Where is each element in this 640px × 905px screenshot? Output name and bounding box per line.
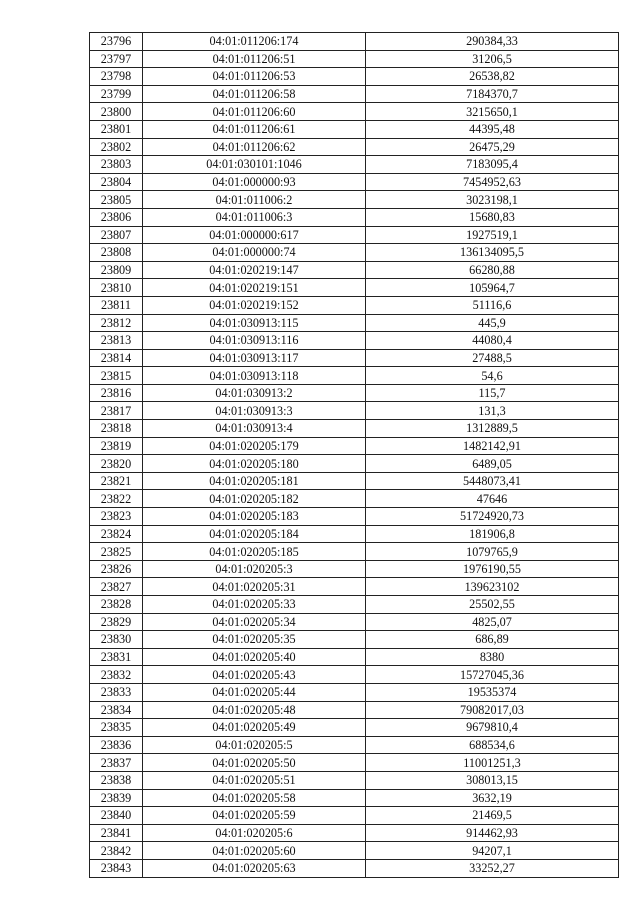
table-row <box>90 296 619 314</box>
value-cell: 51116,6 <box>366 296 619 314</box>
row-number-cell: 23798 <box>90 68 143 86</box>
value-cell: 139623102 <box>366 578 619 596</box>
cadastral-number-cell: 04:01:030913:2 <box>143 384 366 402</box>
table-row <box>90 402 619 420</box>
cadastral-number-cell: 04:01:020205:48 <box>143 701 366 719</box>
table-row <box>90 508 619 526</box>
table-row <box>90 156 619 174</box>
cadastral-number-cell: 04:01:030913:116 <box>143 332 366 350</box>
table-row <box>90 103 619 121</box>
row-number-cell: 23829 <box>90 613 143 631</box>
table-row <box>90 736 619 754</box>
table-row <box>90 138 619 156</box>
cadastral-number-cell: 04:01:020205:3 <box>143 560 366 578</box>
value-cell: 8380 <box>366 648 619 666</box>
table-row <box>90 208 619 226</box>
row-number-cell: 23802 <box>90 138 143 156</box>
row-number-cell: 23812 <box>90 314 143 332</box>
cadastral-number-cell: 04:01:020205:49 <box>143 719 366 737</box>
row-number-cell: 23814 <box>90 349 143 367</box>
row-number-cell: 23811 <box>90 296 143 314</box>
row-number-cell: 23839 <box>90 789 143 807</box>
row-number-cell: 23840 <box>90 807 143 825</box>
value-cell: 1482142,91 <box>366 437 619 455</box>
cadastral-number-cell: 04:01:020205:5 <box>143 736 366 754</box>
value-cell: 3215650,1 <box>366 103 619 121</box>
value-cell: 33252,27 <box>366 859 619 877</box>
table-row <box>90 631 619 649</box>
cadastral-number-cell: 04:01:030913:115 <box>143 314 366 332</box>
table-row <box>90 613 619 631</box>
value-cell: 3023198,1 <box>366 191 619 209</box>
table-row <box>90 560 619 578</box>
cadastral-number-cell: 04:01:020205:34 <box>143 613 366 631</box>
cadastral-number-cell: 04:01:020219:151 <box>143 279 366 297</box>
value-cell: 1927519,1 <box>366 226 619 244</box>
row-number-cell: 23813 <box>90 332 143 350</box>
cadastral-number-cell: 04:01:020205:182 <box>143 490 366 508</box>
value-cell: 79082017,03 <box>366 701 619 719</box>
row-number-cell: 23822 <box>90 490 143 508</box>
value-cell: 7184370,7 <box>366 85 619 103</box>
value-cell: 15727045,36 <box>366 666 619 684</box>
value-cell: 27488,5 <box>366 349 619 367</box>
cadastral-number-cell: 04:01:020205:6 <box>143 824 366 842</box>
table-row <box>90 525 619 543</box>
value-cell: 9679810,4 <box>366 719 619 737</box>
row-number-cell: 23818 <box>90 420 143 438</box>
table-row <box>90 683 619 701</box>
cadastral-number-cell: 04:01:020205:179 <box>143 437 366 455</box>
row-number-cell: 23819 <box>90 437 143 455</box>
cadastral-number-cell: 04:01:011206:53 <box>143 68 366 86</box>
value-cell: 115,7 <box>366 384 619 402</box>
table-row <box>90 279 619 297</box>
row-number-cell: 23799 <box>90 85 143 103</box>
value-cell: 1312889,5 <box>366 420 619 438</box>
row-number-cell: 23820 <box>90 455 143 473</box>
value-cell: 66280,88 <box>366 261 619 279</box>
table-row <box>90 842 619 860</box>
value-cell: 51724920,73 <box>366 508 619 526</box>
value-cell: 105964,7 <box>366 279 619 297</box>
table-row <box>90 578 619 596</box>
table-row <box>90 261 619 279</box>
table-row <box>90 824 619 842</box>
row-number-cell: 23821 <box>90 472 143 490</box>
table-row <box>90 420 619 438</box>
value-cell: 290384,33 <box>366 33 619 51</box>
row-number-cell: 23800 <box>90 103 143 121</box>
value-cell: 7454952,63 <box>366 173 619 191</box>
cadastral-number-cell: 04:01:000000:74 <box>143 244 366 262</box>
row-number-cell: 23842 <box>90 842 143 860</box>
value-cell: 15680,83 <box>366 208 619 226</box>
row-number-cell: 23797 <box>90 50 143 68</box>
value-cell: 44395,48 <box>366 120 619 138</box>
value-cell: 3632,19 <box>366 789 619 807</box>
cadastral-number-cell: 04:01:020205:40 <box>143 648 366 666</box>
table-row <box>90 771 619 789</box>
table-row <box>90 807 619 825</box>
row-number-cell: 23841 <box>90 824 143 842</box>
row-number-cell: 23809 <box>90 261 143 279</box>
row-number-cell: 23801 <box>90 120 143 138</box>
row-number-cell: 23806 <box>90 208 143 226</box>
value-cell: 94207,1 <box>366 842 619 860</box>
value-cell: 308013,15 <box>366 771 619 789</box>
row-number-cell: 23824 <box>90 525 143 543</box>
row-number-cell: 23817 <box>90 402 143 420</box>
cadastral-number-cell: 04:01:011206:62 <box>143 138 366 156</box>
cadastral-number-cell: 04:01:020205:180 <box>143 455 366 473</box>
table-row <box>90 719 619 737</box>
cadastral-number-cell: 04:01:020205:50 <box>143 754 366 772</box>
cadastral-number-cell: 04:01:011206:61 <box>143 120 366 138</box>
value-cell: 31206,5 <box>366 50 619 68</box>
value-cell: 21469,5 <box>366 807 619 825</box>
value-cell: 181906,8 <box>366 525 619 543</box>
table-row <box>90 859 619 877</box>
row-number-cell: 23808 <box>90 244 143 262</box>
cadastral-number-cell: 04:01:030101:1046 <box>143 156 366 174</box>
row-number-cell: 23803 <box>90 156 143 174</box>
row-number-cell: 23825 <box>90 543 143 561</box>
cadastral-number-cell: 04:01:020205:58 <box>143 789 366 807</box>
row-number-cell: 23810 <box>90 279 143 297</box>
value-cell: 26538,82 <box>366 68 619 86</box>
row-number-cell: 23804 <box>90 173 143 191</box>
value-cell: 6489,05 <box>366 455 619 473</box>
cadastral-number-cell: 04:01:000000:617 <box>143 226 366 244</box>
table-body <box>90 33 619 878</box>
row-number-cell: 23831 <box>90 648 143 666</box>
row-number-cell: 23837 <box>90 754 143 772</box>
value-cell: 1976190,55 <box>366 560 619 578</box>
value-cell: 686,89 <box>366 631 619 649</box>
table-row <box>90 490 619 508</box>
value-cell: 25502,55 <box>366 596 619 614</box>
cadastral-number-cell: 04:01:020205:63 <box>143 859 366 877</box>
cadastral-number-cell: 04:01:020205:31 <box>143 578 366 596</box>
cadastral-number-cell: 04:01:011206:51 <box>143 50 366 68</box>
value-cell: 131,3 <box>366 402 619 420</box>
value-cell: 136134095,5 <box>366 244 619 262</box>
cadastral-number-cell: 04:01:030913:4 <box>143 420 366 438</box>
value-cell: 54,6 <box>366 367 619 385</box>
data-table <box>89 32 619 878</box>
row-number-cell: 23796 <box>90 33 143 51</box>
value-cell: 7183095,4 <box>366 156 619 174</box>
cadastral-number-cell: 04:01:020205:59 <box>143 807 366 825</box>
cadastral-number-cell: 04:01:020205:60 <box>143 842 366 860</box>
cadastral-number-cell: 04:01:020205:51 <box>143 771 366 789</box>
cadastral-number-cell: 04:01:011206:58 <box>143 85 366 103</box>
cadastral-number-cell: 04:01:020205:35 <box>143 631 366 649</box>
cadastral-number-cell: 04:01:000000:93 <box>143 173 366 191</box>
table-row <box>90 85 619 103</box>
row-number-cell: 23832 <box>90 666 143 684</box>
table-row <box>90 437 619 455</box>
table-row <box>90 33 619 51</box>
cadastral-number-cell: 04:01:030913:117 <box>143 349 366 367</box>
value-cell: 445,9 <box>366 314 619 332</box>
cadastral-number-cell: 04:01:011206:174 <box>143 33 366 51</box>
cadastral-number-cell: 04:01:030913:118 <box>143 367 366 385</box>
table-row <box>90 472 619 490</box>
table-row <box>90 384 619 402</box>
row-number-cell: 23838 <box>90 771 143 789</box>
value-cell: 4825,07 <box>366 613 619 631</box>
table-row <box>90 314 619 332</box>
table-row <box>90 367 619 385</box>
value-cell: 47646 <box>366 490 619 508</box>
value-cell: 11001251,3 <box>366 754 619 772</box>
cadastral-number-cell: 04:01:020205:181 <box>143 472 366 490</box>
cadastral-number-cell: 04:01:020205:185 <box>143 543 366 561</box>
value-cell: 19535374 <box>366 683 619 701</box>
table-row <box>90 191 619 209</box>
cadastral-number-cell: 04:01:011006:3 <box>143 208 366 226</box>
row-number-cell: 23805 <box>90 191 143 209</box>
table-row <box>90 332 619 350</box>
row-number-cell: 23836 <box>90 736 143 754</box>
table-row <box>90 455 619 473</box>
table-row <box>90 596 619 614</box>
cadastral-number-cell: 04:01:011006:2 <box>143 191 366 209</box>
cadastral-number-cell: 04:01:020205:33 <box>143 596 366 614</box>
row-number-cell: 23830 <box>90 631 143 649</box>
table-row <box>90 244 619 262</box>
table-row <box>90 543 619 561</box>
row-number-cell: 23834 <box>90 701 143 719</box>
value-cell: 44080,4 <box>366 332 619 350</box>
table-row <box>90 68 619 86</box>
cadastral-number-cell: 04:01:011206:60 <box>143 103 366 121</box>
value-cell: 26475,29 <box>366 138 619 156</box>
table-row <box>90 50 619 68</box>
table-row <box>90 120 619 138</box>
row-number-cell: 23833 <box>90 683 143 701</box>
cadastral-number-cell: 04:01:020205:184 <box>143 525 366 543</box>
cadastral-number-cell: 04:01:020219:152 <box>143 296 366 314</box>
row-number-cell: 23843 <box>90 859 143 877</box>
table-row <box>90 349 619 367</box>
row-number-cell: 23823 <box>90 508 143 526</box>
cadastral-number-cell: 04:01:020205:44 <box>143 683 366 701</box>
cadastral-number-cell: 04:01:020219:147 <box>143 261 366 279</box>
cadastral-number-cell: 04:01:020205:43 <box>143 666 366 684</box>
row-number-cell: 23816 <box>90 384 143 402</box>
cadastral-number-cell: 04:01:030913:3 <box>143 402 366 420</box>
row-number-cell: 23835 <box>90 719 143 737</box>
row-number-cell: 23815 <box>90 367 143 385</box>
cadastral-number-cell: 04:01:020205:183 <box>143 508 366 526</box>
table-row <box>90 789 619 807</box>
table-row <box>90 666 619 684</box>
value-cell: 688534,6 <box>366 736 619 754</box>
table-row <box>90 226 619 244</box>
row-number-cell: 23807 <box>90 226 143 244</box>
table-row <box>90 648 619 666</box>
table-row <box>90 701 619 719</box>
table-row <box>90 173 619 191</box>
row-number-cell: 23826 <box>90 560 143 578</box>
value-cell: 914462,93 <box>366 824 619 842</box>
value-cell: 5448073,41 <box>366 472 619 490</box>
table-row <box>90 754 619 772</box>
row-number-cell: 23828 <box>90 596 143 614</box>
row-number-cell: 23827 <box>90 578 143 596</box>
value-cell: 1079765,9 <box>366 543 619 561</box>
